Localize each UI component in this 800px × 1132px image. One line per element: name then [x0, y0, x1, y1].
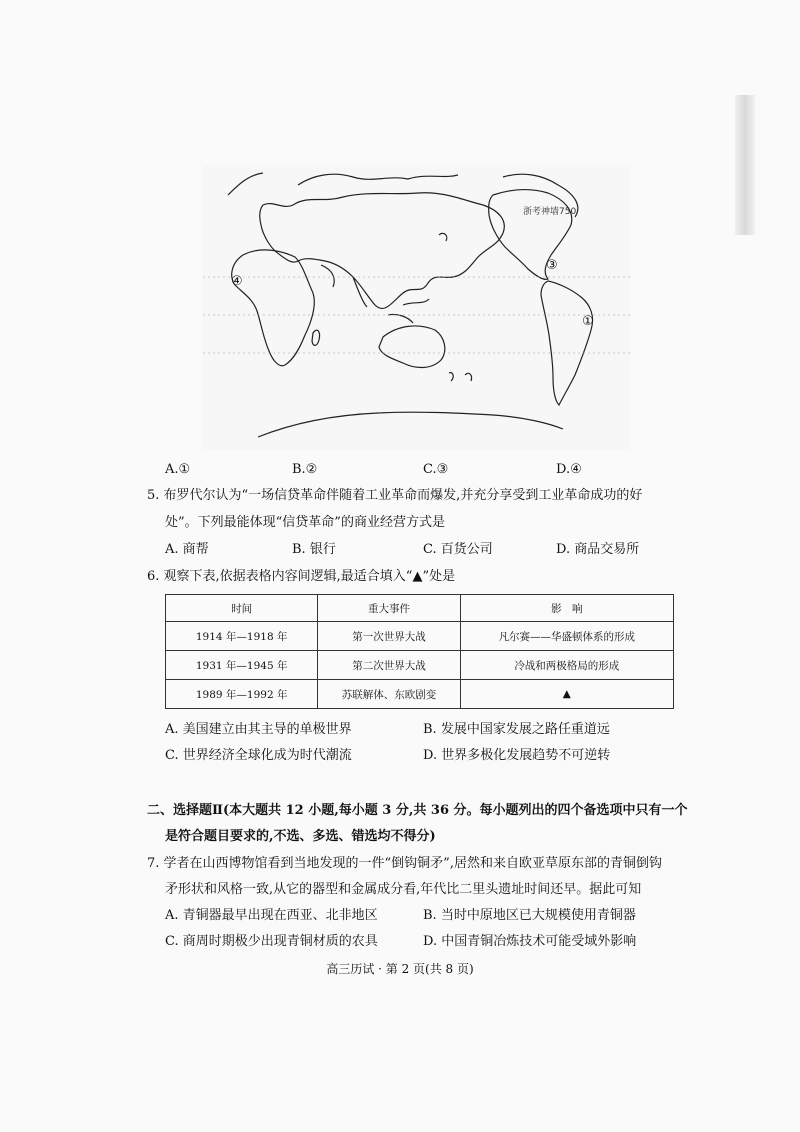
- q7-option-c: C. 商周时期极少出现青铜材质的农具: [165, 934, 378, 949]
- table-cell: 凡尔赛——华盛顿体系的形成: [460, 622, 673, 651]
- q5-option-b: B. 银行: [292, 542, 336, 557]
- table-row: [166, 651, 674, 680]
- q6-table: [165, 594, 674, 709]
- table-cell-placeholder: ▲: [460, 680, 673, 709]
- q5-stem-line1: 5. 布罗代尔认为“一场信贷革命伴随着工业革命而爆发,并充分享受到工业革命成功的好: [147, 488, 643, 503]
- table-cell: 1931 年—1945 年: [166, 651, 318, 680]
- table-header-impact: 影 响: [460, 595, 673, 622]
- q7-option-b: B. 当时中原地区已大规模使用青铜器: [423, 908, 636, 923]
- q7-option-a: A. 青铜器最早出现在西亚、北非地区: [165, 908, 378, 923]
- map-marker-1: ①: [582, 314, 594, 329]
- q6-stem: 6. 观察下表,依据表格内容间逻辑,最适合填入“▲”处是: [147, 569, 456, 584]
- table-cell: 第一次世界大战: [318, 622, 460, 651]
- q5-stem-line2: 处”。下列最能体现“信贷革命”的商业经营方式是: [165, 515, 445, 530]
- q6-option-d: D. 世界多极化发展趋势不可逆转: [423, 748, 611, 763]
- q6-option-a: A. 美国建立由其主导的单极世界: [165, 722, 352, 737]
- table-row: [166, 622, 674, 651]
- table-cell: 苏联解体、东欧剧变: [318, 680, 460, 709]
- section-2-heading-line1: 二、选择题Ⅱ(本大题共 12 小题,每小题 3 分,共 36 分。每小题列出的四个备选项中只有一个: [147, 803, 688, 818]
- scan-shadow: [735, 95, 755, 235]
- q6-option-c: C. 世界经济全球化成为时代潮流: [165, 748, 352, 763]
- map-marker-4: ④: [231, 274, 243, 289]
- watermark: 浙考神墙750: [523, 207, 577, 217]
- q6-option-b: B. 发展中国家发展之路任重道远: [423, 722, 610, 737]
- table-header-event: 重大事件: [318, 595, 460, 622]
- q7-stem-line1: 7. 学者在山西博物馆看到当地发现的一件“倒钩铜矛”,居然和来自欧亚草原东部的青铜倒钩: [147, 856, 662, 871]
- section-2-heading-line2: 是符合题目要求的,不选、多选、错选均不得分): [165, 829, 436, 844]
- table-row: [166, 680, 674, 709]
- q7-stem-line2: 矛形状和风格一致,从它的器型和金属成分看,年代比二里头遗址时间还早。据此可知: [165, 882, 642, 897]
- table-header-row: [166, 595, 674, 622]
- q4-option-d: D.④: [556, 462, 582, 477]
- table-cell: 第二次世界大战: [318, 651, 460, 680]
- q4-option-a: A.①: [165, 462, 191, 477]
- table-cell: 冷战和两极格局的形成: [460, 651, 673, 680]
- table-cell: 1914 年—1918 年: [166, 622, 318, 651]
- q5-option-c: C. 百货公司: [423, 542, 493, 557]
- q7-option-d: D. 中国青铜冶炼技术可能受域外影响: [423, 934, 637, 949]
- table-cell: 1989 年—1992 年: [166, 680, 318, 709]
- q4-option-b: B.②: [292, 462, 318, 477]
- q5-option-a: A. 商帮: [165, 542, 209, 557]
- q5-option-d: D. 商品交易所: [556, 542, 640, 557]
- table-header-time: 时间: [166, 595, 318, 622]
- q4-option-c: C.③: [423, 462, 449, 477]
- page-footer: 高三历试 · 第 2 页(共 8 页): [326, 962, 474, 976]
- map-marker-3: ③: [546, 258, 558, 273]
